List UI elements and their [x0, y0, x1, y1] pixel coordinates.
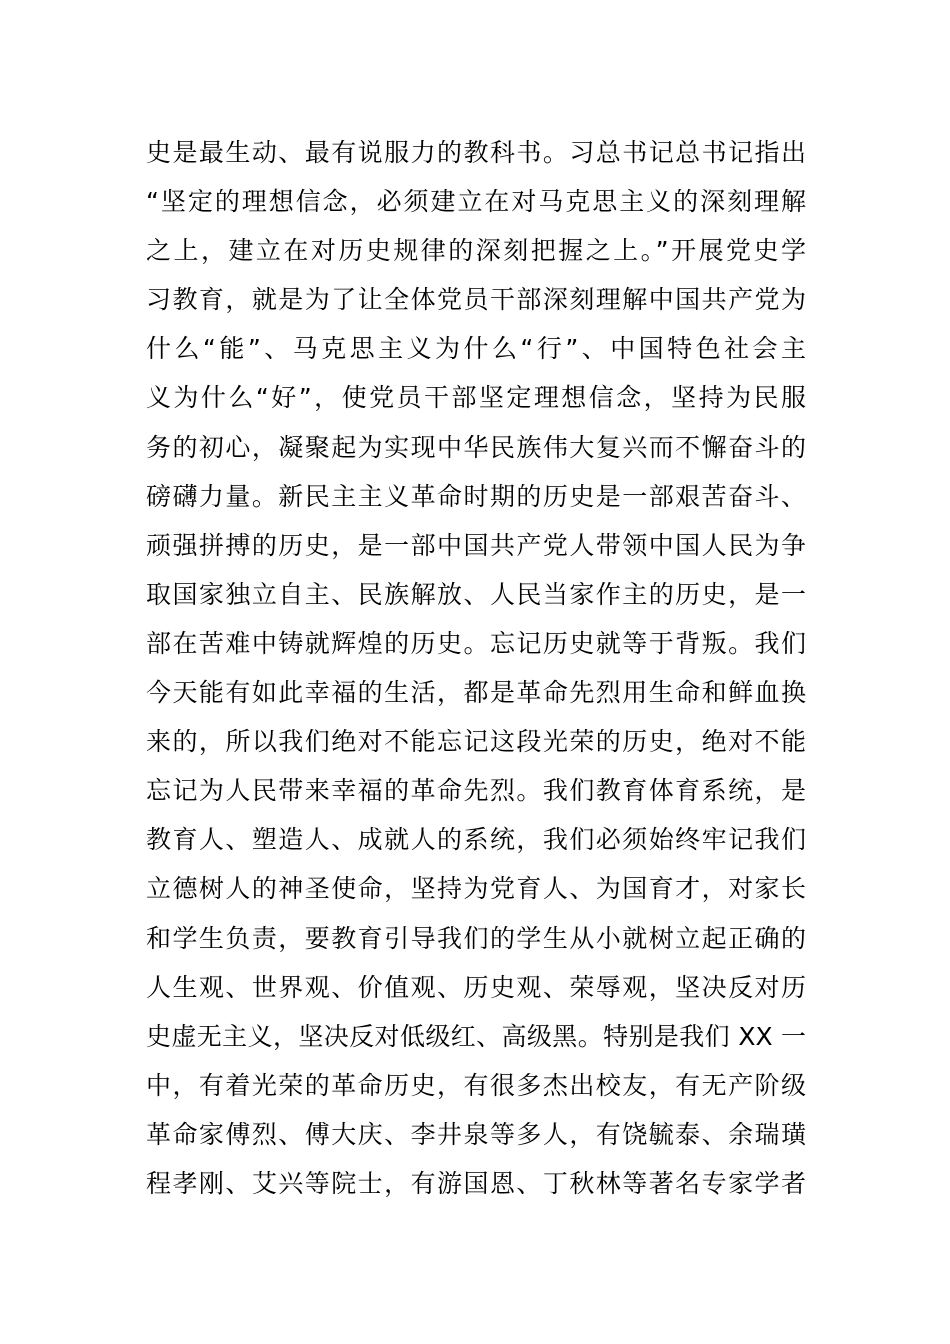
text-line-5: 什么“能”、马克思主义为什么“行”、中国特色社会主	[146, 334, 806, 364]
text-line-11: 部在苦难中铸就辉煌的历史。忘记历史就等于背叛。我们	[146, 628, 806, 658]
text-line-7: 务的初心，凝聚起为实现中华民族伟大复兴而不懈奋斗的	[146, 432, 806, 462]
text-line-12: 今天能有如此幸福的生活，都是革命先烈用生命和鲜血换	[146, 678, 806, 708]
text-line-10: 取国家独立自主、民族解放、人民当家作主的历史，是一	[146, 579, 806, 609]
text-line-3: 之上，建立在对历史规律的深刻把握之上。”开展党史学	[146, 236, 806, 266]
text-line-8: 磅礴力量。新民主主义革命时期的历史是一部艰苦奋斗、	[146, 481, 806, 511]
text-line-19: 史虚无主义，坚决反对低级红、高级黑。特别是我们 XX 一	[146, 1021, 806, 1051]
text-line-4: 习教育，就是为了让全体党员干部深刻理解中国共产党为	[146, 285, 806, 315]
text-line-1: 史是最生动、最有说服力的教科书。习总书记总书记指出	[146, 138, 806, 167]
text-line-21: 革命家傅烈、傅大庆、李井泉等多人，有饶毓泰、余瑞璜	[146, 1119, 806, 1149]
text-line-13: 来的，所以我们绝对不能忘记这段光荣的历史，绝对不能	[146, 727, 806, 757]
body-text	[146, 128, 806, 1208]
text-line-2: “坚定的理想信念，必须建立在对马克思主义的深刻理解	[146, 187, 806, 217]
text-line-15: 教育人、塑造人、成就人的系统，我们必须始终牢记我们	[146, 825, 806, 855]
text-line-16: 立德树人的神圣使命，坚持为党育人、为国育才，对家长	[146, 874, 806, 904]
text-line-17: 和学生负责，要教育引导我们的学生从小就树立起正确的	[146, 923, 806, 953]
text-line-6: 义为什么“好”，使党员干部坚定理想信念，坚持为民服	[146, 383, 806, 413]
text-line-9: 顽强拼搏的历史，是一部中国共产党人带领中国人民为争	[146, 530, 806, 560]
text-line-22: 程孝刚、艾兴等院士，有游国恩、丁秋林等著名专家学者	[146, 1168, 806, 1198]
text-line-20: 中，有着光荣的革命历史，有很多杰出校友，有无产阶级	[146, 1070, 806, 1100]
text-line-14: 忘记为人民带来幸福的革命先烈。我们教育体育系统，是	[146, 776, 806, 806]
text-line-18: 人生观、世界观、价值观、历史观、荣辱观，坚决反对历	[146, 972, 806, 1002]
